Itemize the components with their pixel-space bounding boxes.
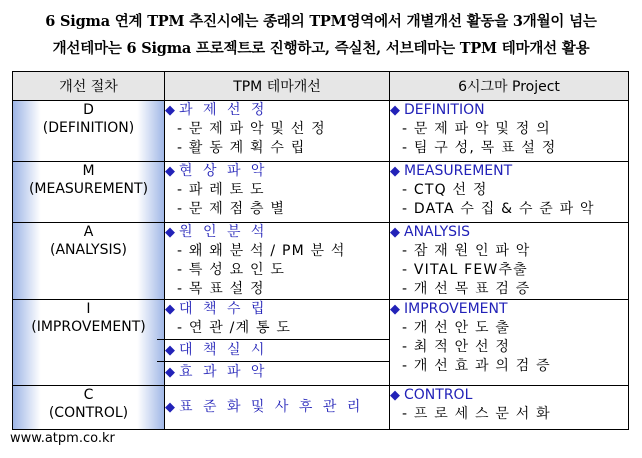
tpm-cell-analysis <box>165 223 390 300</box>
tpm-cell-improvement <box>165 300 390 386</box>
table-row-improvement <box>13 300 629 386</box>
list-item: - 목 표 설 정 <box>177 281 265 297</box>
tpm-head-label: 표 준 화 및 사 후 관 리 <box>179 399 364 415</box>
tpm-sub-label: 문 제 점 층 별 <box>188 201 286 217</box>
list-item: - 프 로 세 스 문 서 화 <box>402 406 551 422</box>
six-sigma-cell-control <box>390 386 629 430</box>
six-sigma-cell-analysis <box>390 223 629 300</box>
six-sigma-head-label: MEASUREMENT <box>404 163 513 179</box>
heading-line-1: 6 Sigma 연계 TPM 추진시에는 종래의 TPM영역에서 개별개선 활동을 3개월이 넘는 <box>45 13 597 30</box>
six-sigma-sub-label: 프 로 세 스 문 서 화 <box>413 406 551 422</box>
diamond-bullet-icon: ◆ <box>165 225 175 240</box>
six-sigma-head-item <box>390 101 628 120</box>
step-name: (CONTROL) <box>48 405 129 421</box>
list-item: - 특 성 요 인 도 <box>177 262 286 278</box>
tpm-head-item <box>165 363 389 382</box>
six-sigma-head-item <box>390 300 628 319</box>
step-code: C <box>83 387 94 403</box>
list-item: - 개 선 효 과 의 검 증 <box>402 358 551 374</box>
tpm-head-label: 현 상 파 악 <box>179 163 268 179</box>
diamond-bullet-icon: ◆ <box>390 388 400 403</box>
list-item: - 문 제 파 악 및 정 의 <box>402 121 551 137</box>
list-item: - 활 동 계 획 수 립 <box>177 140 306 156</box>
diamond-bullet-icon: ◆ <box>390 164 400 179</box>
list-item: - CTQ 선 정 <box>402 182 488 198</box>
list-item: - 개 선 목 표 검 증 <box>402 281 531 297</box>
tpm-sub-label: 연 관 /계 통 도 <box>188 320 292 336</box>
list-item: - DATA 수 집 & 수 준 파 악 <box>402 201 595 217</box>
list-item: - 파 레 토 도 <box>177 182 265 198</box>
six-sigma-sub-label: 잠 재 원 인 파 악 <box>413 243 531 259</box>
tpm-head-item <box>165 162 389 181</box>
tpm-cell-definition <box>165 101 390 162</box>
step-code: I <box>86 301 91 317</box>
step-cell-analysis <box>13 223 165 300</box>
diamond-bullet-icon: ◆ <box>165 302 175 317</box>
column-header-step: 개선 절차 <box>13 72 165 101</box>
tpm-sub-label: 목 표 설 정 <box>188 281 265 297</box>
six-sigma-sub-label: 개 선 목 표 검 증 <box>413 281 531 297</box>
step-name: (IMPROVEMENT) <box>31 319 146 335</box>
step-cell-control <box>13 386 165 430</box>
diamond-bullet-icon: ◆ <box>390 302 400 317</box>
six-sigma-head-label: DEFINITION <box>404 102 485 118</box>
tpm-sub-label: 활 동 계 획 수 립 <box>188 140 306 156</box>
tpm-sub-label: 파 레 토 도 <box>188 182 265 198</box>
improvement-process-table <box>12 71 629 430</box>
step-name: (ANALYSIS) <box>50 242 127 258</box>
tpm-head-label: 대 책 수 립 <box>179 301 268 317</box>
step-cell-improvement <box>13 300 165 386</box>
step-code: D <box>83 102 94 118</box>
tpm-head-label: 과 제 선 정 <box>179 102 268 118</box>
footer-url: www.atpm.co.kr <box>10 431 115 446</box>
tpm-head-item <box>165 341 389 360</box>
step-cell-measurement <box>13 162 165 223</box>
tpm-head-label: 대 책 실 시 <box>179 342 268 358</box>
tpm-head-item <box>165 101 389 120</box>
tpm-cell-control <box>165 386 390 430</box>
list-item: - 팀 구 성, 목 표 설 정 <box>402 140 557 156</box>
six-sigma-head-item <box>390 223 628 242</box>
tpm-subblock-execute <box>157 340 389 362</box>
diamond-bullet-icon: ◆ <box>165 164 175 179</box>
six-sigma-sub-label: CTQ 선 정 <box>413 182 488 198</box>
step-cell-definition <box>13 101 165 162</box>
six-sigma-sub-label: DATA 수 집 & 수 준 파 악 <box>413 201 595 217</box>
tpm-head-label: 원 인 분 석 <box>179 224 268 240</box>
list-item: - VITAL FEW추출 <box>402 262 528 278</box>
step-code: A <box>83 224 94 240</box>
list-item: - 연 관 /계 통 도 <box>177 320 292 336</box>
tpm-subblock-plan <box>157 300 389 340</box>
step-code: M <box>82 163 95 179</box>
six-sigma-head-label: CONTROL <box>404 387 473 403</box>
tpm-sub-label: 문 제 파 악 및 선 정 <box>188 121 326 137</box>
tpm-head-item <box>165 223 389 242</box>
diamond-bullet-icon: ◆ <box>390 103 400 118</box>
list-item: - 잠 재 원 인 파 악 <box>402 243 531 259</box>
list-item: - 문 제 점 층 별 <box>177 201 286 217</box>
tpm-subblock-effect <box>157 362 389 382</box>
column-header-tpm: TPM 테마개선 <box>165 72 390 101</box>
six-sigma-head-label: IMPROVEMENT <box>404 301 508 317</box>
table-header-row <box>13 72 629 101</box>
table-row-control <box>13 386 629 430</box>
step-name: (DEFINITION) <box>42 120 135 136</box>
six-sigma-sub-label: VITAL FEW추출 <box>413 262 528 278</box>
six-sigma-head-item <box>390 386 628 405</box>
diamond-bullet-icon: ◆ <box>390 225 400 240</box>
table-row-measurement <box>13 162 629 223</box>
table-row-analysis <box>13 223 629 300</box>
six-sigma-sub-label: 문 제 파 악 및 정 의 <box>413 121 551 137</box>
six-sigma-sub-label: 개 선 안 도 출 <box>413 320 511 336</box>
table-row-definition <box>13 101 629 162</box>
six-sigma-sub-label: 팀 구 성, 목 표 설 정 <box>413 140 557 156</box>
six-sigma-cell-definition <box>390 101 629 162</box>
diamond-bullet-icon: ◆ <box>165 343 175 358</box>
tpm-sub-label: 왜 왜 분 석 / PM 분 석 <box>188 243 346 259</box>
six-sigma-cell-measurement <box>390 162 629 223</box>
column-header-six-sigma: 6시그마 Project <box>390 72 629 101</box>
heading-line-2: 개선테마는 6 Sigma 프로젝트로 진행하고, 즉실천, 서브테마는 TPM 테마개선 활용 <box>52 40 590 57</box>
tpm-head-item <box>165 398 389 417</box>
diamond-bullet-icon: ◆ <box>165 103 175 118</box>
list-item: - 개 선 안 도 출 <box>402 320 511 336</box>
tpm-head-label: 효 과 파 악 <box>179 364 268 380</box>
six-sigma-head-label: ANALYSIS <box>404 224 471 240</box>
six-sigma-cell-improvement <box>390 300 629 386</box>
list-item: - 문 제 파 악 및 선 정 <box>177 121 326 137</box>
tpm-cell-measurement <box>165 162 390 223</box>
six-sigma-sub-label: 개 선 효 과 의 검 증 <box>413 358 551 374</box>
six-sigma-sub-label: 최 적 안 선 정 <box>413 339 511 355</box>
list-item: - 왜 왜 분 석 / PM 분 석 <box>177 243 346 259</box>
diamond-bullet-icon: ◆ <box>165 400 175 415</box>
tpm-sub-label: 특 성 요 인 도 <box>188 262 286 278</box>
step-name: (MEASUREMENT) <box>28 181 149 197</box>
list-item: - 최 적 안 선 정 <box>402 339 511 355</box>
diamond-bullet-icon: ◆ <box>165 365 175 380</box>
tpm-head-item <box>165 300 389 319</box>
six-sigma-head-item <box>390 162 628 181</box>
